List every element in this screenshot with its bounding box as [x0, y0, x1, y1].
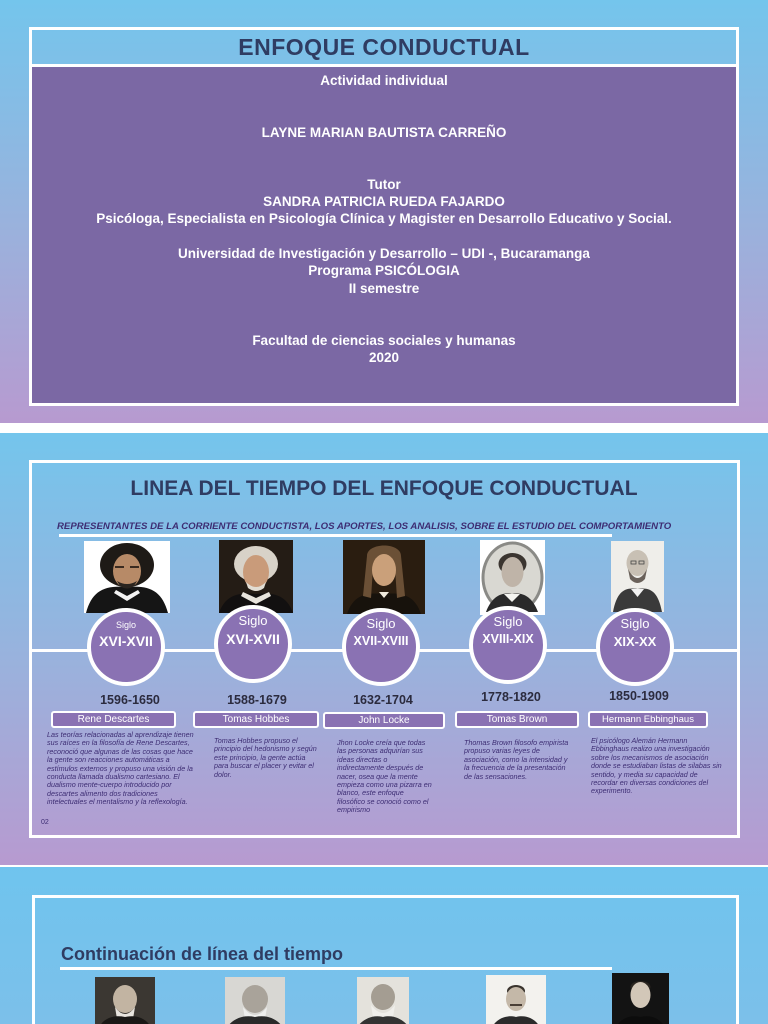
subtitle-underline [59, 534, 612, 537]
siglo-label: Siglo [620, 616, 650, 631]
century-label: XVI-XVII [226, 631, 280, 647]
title-underline [60, 967, 612, 970]
years-label: 1778-1820 [481, 690, 541, 704]
century-label: XIX-XX [613, 634, 657, 649]
siglo-label: Siglo [115, 620, 136, 630]
activity-label: Actividad individual [320, 73, 448, 88]
timeline-slide [0, 433, 768, 865]
name-box: Rene Descartes [51, 711, 176, 728]
portrait-1-icon [95, 977, 155, 1024]
page-number: 02 [41, 819, 49, 826]
siglo-label: Siglo [238, 613, 268, 628]
century-circle-1 [87, 608, 165, 686]
slide-title: ENFOQUE CONDUCTUAL [238, 33, 530, 60]
century-circle-3 [342, 608, 420, 686]
portrait-rene-descartes-icon [84, 541, 170, 613]
years-label: 1588-1679 [227, 693, 287, 707]
years-label: 1596-1650 [100, 693, 160, 707]
century-circle-2 [214, 605, 292, 683]
year: 2020 [368, 350, 400, 365]
portrait-tomas-brown-icon [480, 540, 545, 615]
title-slide [0, 0, 768, 423]
century-circle-5 [596, 608, 674, 686]
portrait-3-icon [357, 977, 409, 1024]
century-label: XVII-XVIII [353, 634, 409, 648]
program: Programa PSICÓLOGIA [308, 263, 460, 278]
century-label: XVI-XVII [99, 633, 153, 649]
name-box: Hermann Ebbinghaus [588, 711, 708, 728]
siglo-label: Siglo [493, 614, 523, 629]
tutor-label: Tutor [367, 177, 401, 192]
title-box [29, 27, 739, 67]
continuation-title: Continuación de línea del tiempo [61, 944, 344, 964]
name-box: Tomas Brown [455, 711, 579, 728]
description-text: Tomas Hobbes propuso el principio del hedonismo y según este principio, la gente actúa para buscar el placer y evitar el dolor. [214, 736, 317, 779]
name-box: John Locke [323, 712, 445, 729]
portrait-tomas-hobbes-icon [219, 540, 293, 613]
description-text: Thomas Brown filosofo empirista propuso varias leyes de asociación, como la intensidad y la frecuencia de la presentación de las sensaciones. [464, 738, 569, 781]
cover-info-box [29, 67, 739, 406]
tutor-credentials: Psicóloga, Especialista en Psicología Clínica y Magister en Desarrollo Educativo y Social. [96, 211, 672, 226]
timeline-subtitle: REPRESENTANTES DE LA CORRIENTE CONDUCTISTA, LOS APORTES, LOS ANALISIS, SOBRE EL ESTUDIO DEL COMPORTAMIENTO [57, 521, 672, 532]
university: Universidad de Investigación y Desarrollo – UDI -, Bucaramanga [178, 246, 590, 261]
portrait-john-locke-icon [343, 540, 425, 614]
years-label: 1632-1704 [353, 693, 413, 707]
faculty: Facultad de ciencias sociales y humanas [252, 333, 516, 348]
timeline-title: LINEA DEL TIEMPO DEL ENFOQUE CONDUCTUAL [130, 477, 638, 500]
description-text: Jhon Locke creía que todas las personas adquirían sus ideas directas o indirectamente después de nacer, osea que la mente empieza como una pizarra en blanco, este enfoque filosófico se conoció como el empirismo [337, 738, 432, 815]
description-text: El psicólogo Alemán Hermann Ebbinghaus realizo una investigación sobre los mecanismos de asociación donde se estudiaban listas de silabas sin sentido, y media su capacidad de recordar en diversas condiciones del experimento. [591, 736, 722, 796]
century-circle-4 [469, 606, 547, 684]
siglo-label: Siglo [366, 616, 396, 631]
description-text: Las teorías relacionadas al aprendizaje tienen sus raíces en la filosofía de Rene Descartes, reconoció que algunas de las cosas que hace la gente son reacciones automáticas a estímulos externos y propuso una visión de la conducta llamada dualismo cartesiano. El dualismo mente-cuerpo introducido por descartes alimento dos tradiciones intelectuales el mentalismo y la reflexología. [47, 730, 194, 807]
tutor-name: SANDRA PATRICIA RUEDA FAJARDO [263, 194, 505, 209]
semester: II semestre [348, 281, 420, 296]
name-box: Tomas Hobbes [193, 711, 319, 728]
continuation-slide [0, 867, 768, 1024]
portrait-hermann-ebbinghaus-icon [611, 541, 664, 612]
portrait-5-icon [612, 973, 669, 1024]
years-label: 1850-1909 [609, 689, 669, 703]
portrait-2-icon [225, 977, 285, 1024]
student-name: LAYNE MARIAN BAUTISTA CARREÑO [261, 125, 507, 140]
century-label: XVIII-XIX [482, 632, 534, 646]
portrait-4-icon [486, 975, 546, 1024]
